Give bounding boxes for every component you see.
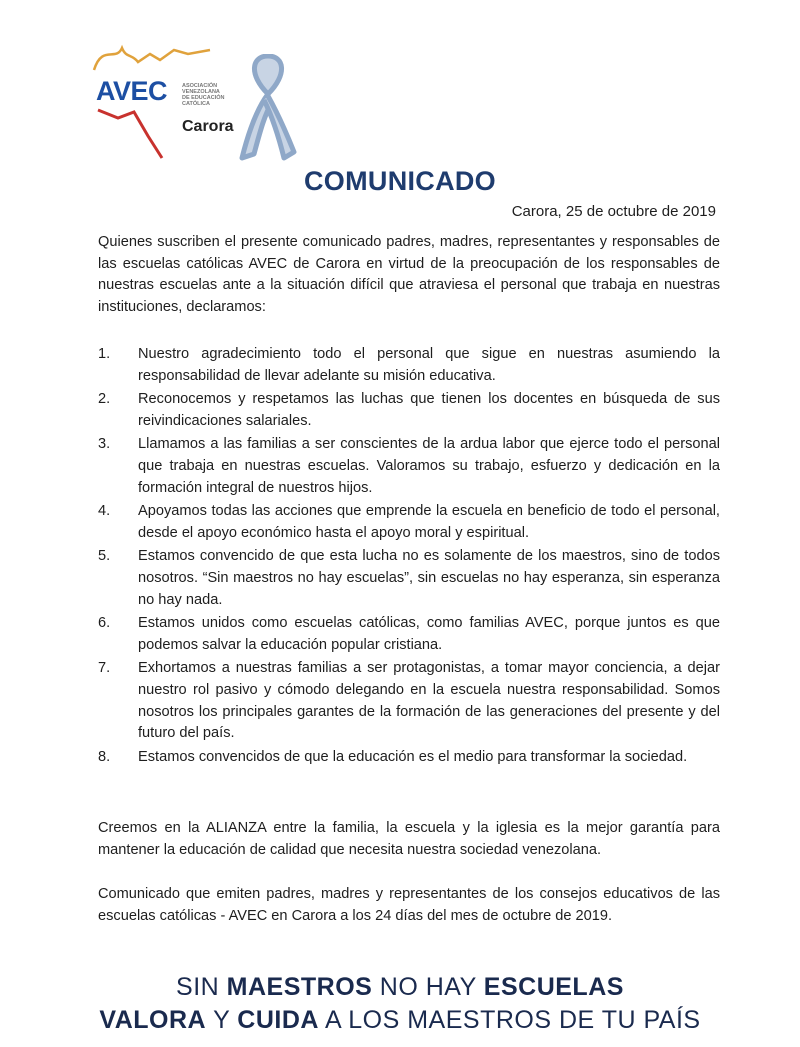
logo-subtitle-line: VENEZOLANA [182, 89, 220, 95]
document-date: Carora, 25 de octubre de 2019 [511, 203, 716, 220]
logo-subtitle [182, 83, 242, 107]
list-item [98, 546, 720, 611]
list-item-number: 1. [98, 346, 111, 362]
list-item [98, 389, 720, 432]
list-item [98, 613, 720, 656]
logo-subtitle-line: ASOCIACIÓN [182, 83, 218, 89]
logo-subtitle-line: DE EDUCACIÓN [182, 95, 225, 101]
list-item-number: 7. [98, 660, 111, 677]
slogan-line-2 [0, 1006, 800, 1035]
list-item [98, 658, 720, 744]
list-item [98, 434, 720, 499]
list-item-text: Apoyamos todas las acciones que emprende la escuela en beneficio de todo el personal, desde el apoyo económico hasta el apoyo moral y espiritual. [138, 503, 720, 541]
logo-name: AVEC [96, 76, 168, 106]
list-item [98, 747, 720, 769]
logo-subtitle-line: CATÓLICA [182, 101, 211, 107]
intro-paragraph: Quienes suscriben el presente comunicado padres, madres, representantes y responsables de las escuelas católicas AVEC de Carora en virtud de la preocupación de los responsables de nuestras escuelas ante a la situación difícil que atraviesa el personal que trabaja en nuestras instituciones, declaramos: [98, 234, 720, 315]
list-item-number: 8. [98, 748, 111, 765]
list-item-text: Reconocemos y respetamos las luchas que tienen los docentes en búsqueda de sus reivindicaciones salariales. [138, 391, 720, 429]
closing-paragraph: Comunicado que emiten padres, madres y representantes de los consejos educativos de las escuelas católicas - AVEC en Carora a los 24 días del mes de octubre de 2019. [98, 886, 720, 924]
slogan-emphasis: MAESTROS [226, 973, 373, 1001]
list-item-number: 4. [98, 503, 111, 520]
list-item-text: Exhortamos a nuestras familias a ser protagonistas, a tomar mayor conciencia, a dejar nuestro rol pasivo y cómodo delegando en la escuela nuestra responsabilidad. Somos nosotros los principales garantes de la formación de las generaciones del presente y del futuro del país. [138, 660, 720, 742]
declarations-list [98, 344, 720, 770]
slogan-emphasis: ESCUELAS [483, 973, 624, 1001]
list-item-text: Estamos convencidos de que la educación es el medio para transformar la sociedad. [138, 748, 688, 765]
list-item [98, 501, 720, 544]
list-item-number: 5. [98, 548, 111, 565]
list-item-text: Estamos unidos como escuelas católicas, como familias AVEC, porque juntos es que podemos salvar la educación popular cristiana. [138, 615, 720, 653]
list-item-number: 6. [98, 615, 111, 632]
slogan-text: SIN [176, 973, 227, 1001]
slogan-line-1 [0, 973, 800, 1002]
list-item-number: 2. [98, 391, 111, 408]
slogan-emphasis: CUIDA [237, 1006, 319, 1034]
list-item [98, 344, 720, 387]
slogan-text: A LOS MAESTROS DE TU PAÍS [318, 1006, 701, 1034]
list-item-text: Estamos convencido de que esta lucha no es solamente de los maestros, sino de todos nosotros. “Sin maestros no hay escuelas”, sin escuelas no hay esperanza, sin esperanza no hay nada. [138, 548, 720, 608]
alliance-paragraph: Creemos en la ALIANZA entre la familia, la escuela y la iglesia es la mejor garantía para mantener la educación de calidad que necesita nuestra sociedad venezolana. [98, 820, 720, 858]
awareness-ribbon-icon [238, 54, 298, 162]
list-item-text: Llamamos a las familias a ser conscientes de la ardua labor que ejerce todo el personal que trabaja en nuestras escuelas. Valoramos su trabajo, esfuerzo y dedicación en la formación integral de nuestros hijos. [138, 436, 720, 496]
list-item-text: Nuestro agradecimiento todo el personal que sigue en nuestras asumiendo la responsabilidad de llevar adelante su misión educativa. [138, 346, 720, 384]
list-item-number: 3. [98, 436, 111, 453]
slogan-text: Y [206, 1006, 238, 1034]
logo-city: Carora [182, 118, 234, 135]
slogan-emphasis: VALORA [99, 1006, 207, 1034]
page-title: COMUNICADO [304, 166, 496, 196]
slogan-text: NO HAY [372, 973, 484, 1001]
